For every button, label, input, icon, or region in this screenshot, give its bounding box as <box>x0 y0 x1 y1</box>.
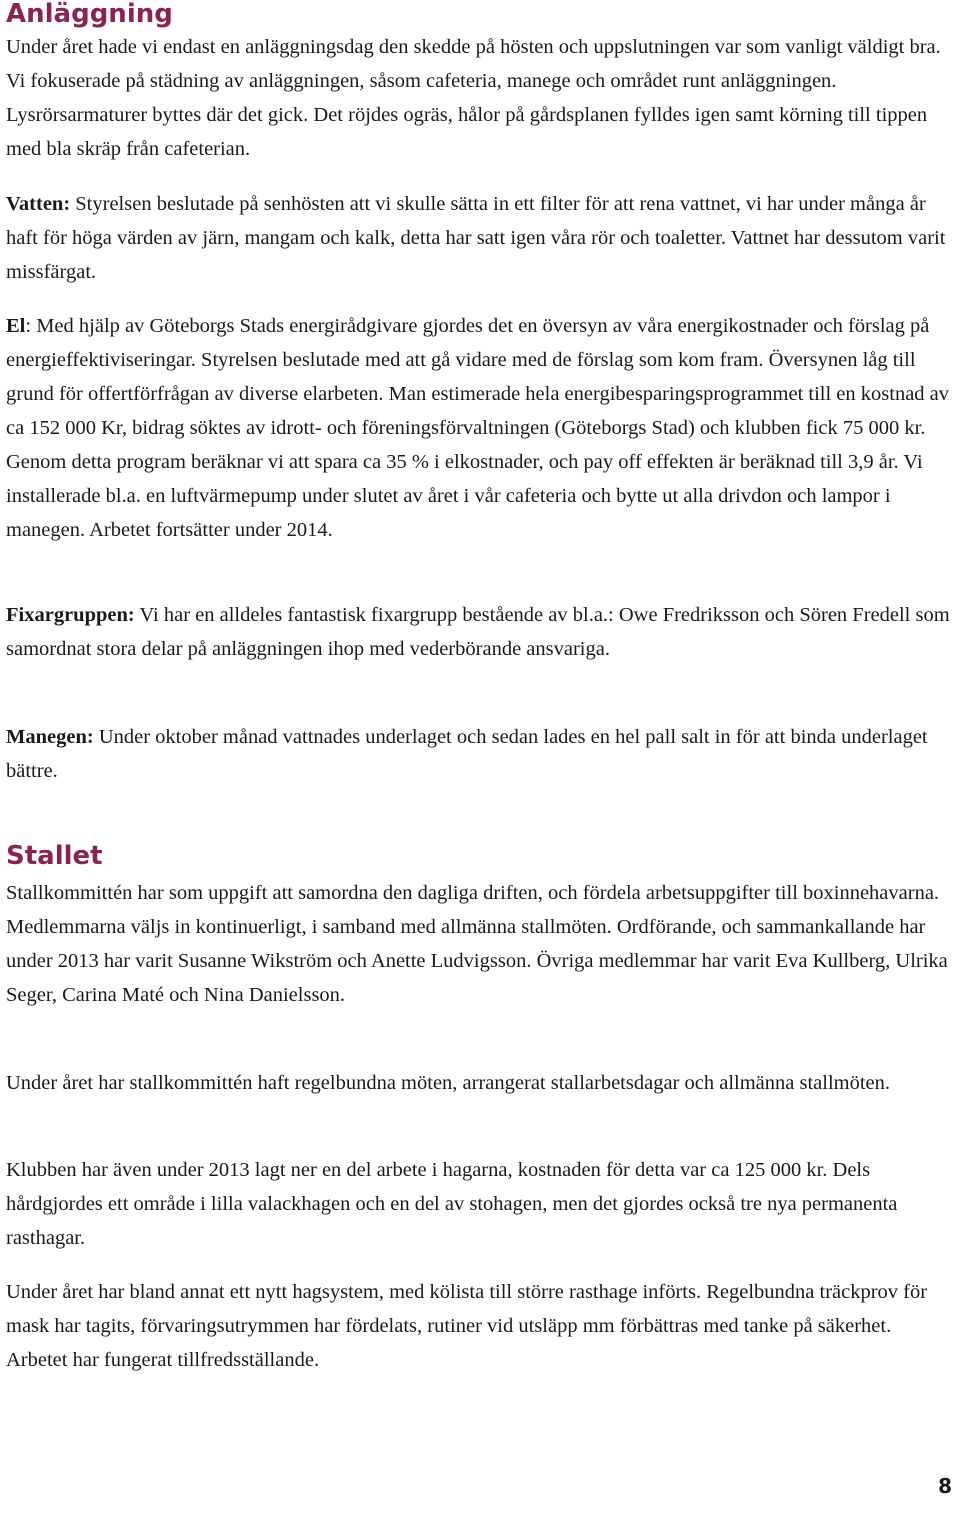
lead-fixargruppen: Fixargruppen: <box>6 604 135 626</box>
lead-el: El <box>6 315 26 337</box>
text-manegen: Under oktober månad vattnades underlaget och sedan lades en hel pall salt in för att binda underlaget bättre. <box>6 726 928 782</box>
paragraph-manegen <box>6 720 956 788</box>
paragraph-stallet-4: Under året har bland annat ett nytt hagsystem, med kölista till större rasthage införts. Regelbundna träckprov för mask har tagits, förvaringsutrymmen har fördelats, rutiner vid utsläpp mm förbättras med tanke på säkerhet. Arbetet har fungerat tillfredsställande. <box>6 1281 928 1371</box>
text-fixargruppen: Vi har en alldeles fantastisk fixargrupp bestående av bl.a.: Owe Fredriksson och Sören Fredell som samordnat stora delar på anläggningen ihop med vederbörande ansvariga. <box>6 604 950 660</box>
text-vatten: Styrelsen beslutade på senhösten att vi skulle sätta in ett filter för att rena vattnet, vi har under många år haft för höga värden av järn, mangam och kalk, detta har satt igen våra rör och toaletter. Vattnet har dessutom varit missfärgat. <box>6 193 946 283</box>
section-heading-anlaggning: Anläggning <box>6 0 173 29</box>
paragraph-stallet-2: Under året har stallkommittén haft regelbundna möten, arrangerat stallarbetsdagar och allmänna stallmöten. <box>6 1072 891 1094</box>
page-number: 8 <box>938 1474 952 1498</box>
paragraph-stallet-3: Klubben har även under 2013 lagt ner en del arbete i hagarna, kostnaden för detta var ca 125 000 kr. Dels hårdgjordes ett område i lilla valackhagen och en del av stohagen, men det gjordes också tre nya permanenta rasthagar. <box>6 1159 898 1249</box>
paragraph-vatten <box>6 187 956 289</box>
paragraph-el <box>6 309 956 547</box>
paragraph-anlaggning-intro: Under året hade vi endast en anläggningsdag den skedde på hösten och uppslutningen var som vanligt väldigt bra. Vi fokuserade på städning av anläggningen, såsom cafeteria, manege och området runt anläggningen. Lysrörsarmaturer byttes där det gick. Det röjdes ogräs, hålor på gårdsplanen fylldes igen samt körning till tippen med bla skräp från cafeterian. <box>6 36 941 160</box>
text-el: : Med hjälp av Göteborgs Stads energirådgivare gjordes det en översyn av våra energikostnader och förslag på energieffektiviseringar. Styrelsen beslutade med att gå vidare med de förslag som kom fram. Översynen låg till grund för offertförfrågan av diverse elarbeten. Man estimerade hela energibesparingsprogrammet till en kostnad av ca 152 000 Kr, bidrag söktes av idrott- och föreningsförvaltningen (Göteborgs Stad) och klubben fick 75 000 kr. Genom detta program beräknar vi att spara ca 35 % i elkostnader, och pay off effekten är beräknad till 3,9 år. Vi installerade bl.a. en luftvärmepump under slutet av året i vår cafeteria och bytte ut alla drivdon och lampor i manegen. Arbetet fortsätter under 2014. <box>6 315 950 541</box>
paragraph-fixargruppen <box>6 598 956 666</box>
lead-vatten: Vatten: <box>6 193 71 215</box>
lead-manegen: Manegen: <box>6 726 94 748</box>
section-heading-stallet: Stallet <box>6 841 103 871</box>
paragraph-stallet-1: Stallkommittén har som uppgift att samordna den dagliga driften, och fördela arbetsuppgifter till boxinnehavarna. Medlemmarna väljs in kontinuerligt, i samband med allmänna stallmöten. Ordförande, och sammankallande har under 2013 har varit Susanne Wikström och Anette Ludvigsson. Övriga medlemmar har varit Eva Kullberg, Ulrika Seger, Carina Maté och Nina Danielsson. <box>6 882 948 1006</box>
